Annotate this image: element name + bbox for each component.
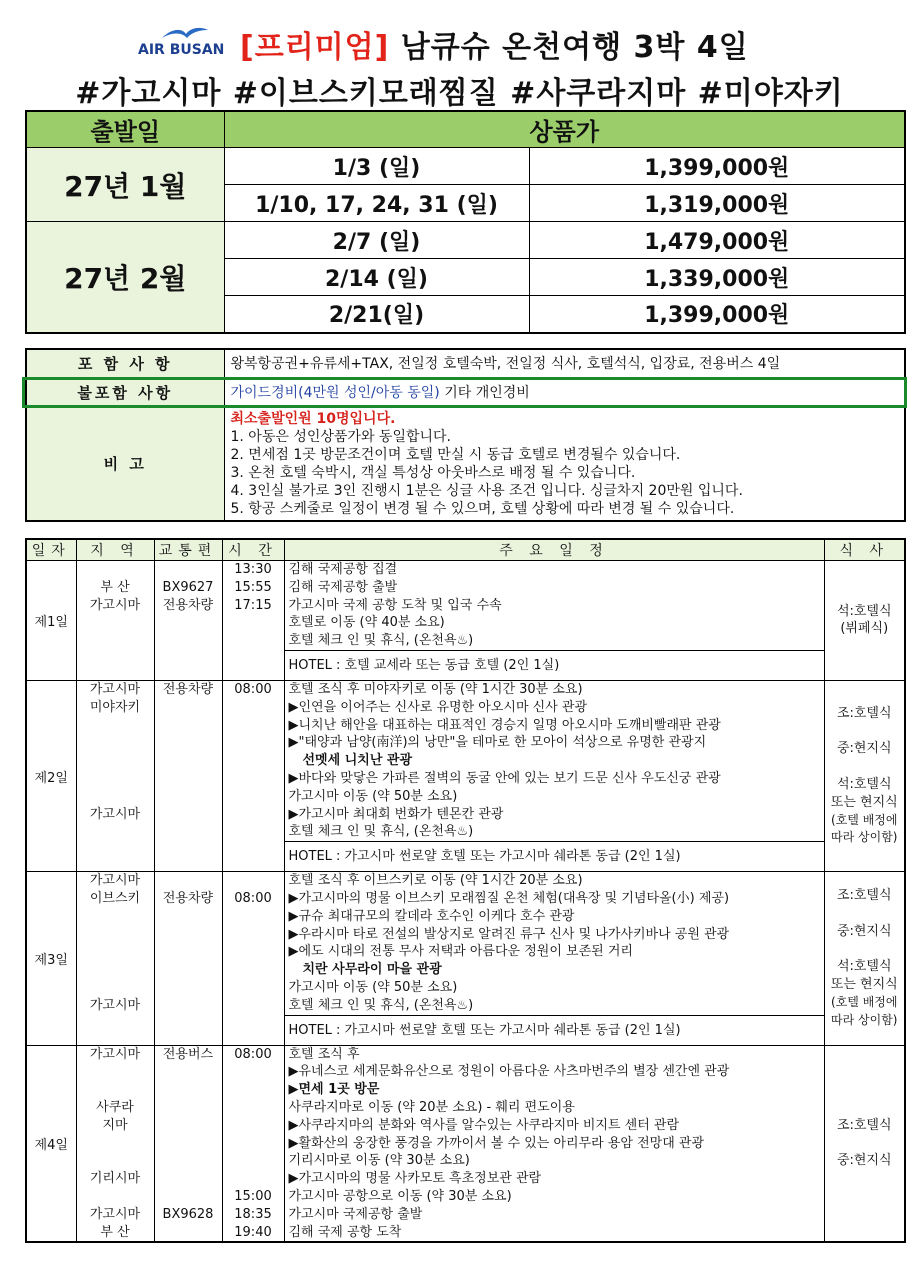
header-time: 시 간 (222, 539, 284, 561)
transport-cell (154, 680, 222, 871)
itinerary-cell (284, 561, 824, 681)
time-line (223, 1063, 284, 1081)
itinerary-line: ▶니치난 해안을 대표하는 대표적인 경승지 일명 아오시마 도깨비빨래판 관광 (288, 717, 721, 733)
hotel-line: HOTEL : 호텔 교세라 또는 동급 호텔 (2인 1실) (285, 650, 824, 680)
itinerary-line: ▶우라시마 타로 전설의 발상지로 알려진 류구 신사 및 나가사키바나 공원 관광 (288, 926, 730, 942)
meal-line: 석:호텔식 (836, 777, 892, 793)
day-row (26, 872, 905, 1045)
region-line: 지마 (102, 1117, 128, 1133)
meal-line: 중:현지식 (836, 1153, 892, 1169)
meal-line: 조:호텔식 (836, 1117, 892, 1133)
time-line: 08:00 (234, 681, 272, 697)
header-day: 일자 (26, 539, 76, 561)
time-line: 15:55 (234, 579, 272, 595)
itinerary-line: ▶면세 1곳 방문 (288, 1082, 380, 1098)
transport-line (155, 1099, 222, 1117)
transport-line (155, 1063, 222, 1081)
schedule-table (25, 538, 906, 1243)
itinerary-line: 가고시마 이동 (약 50분 소요) (288, 979, 458, 995)
itinerary-line: 선멧세 니치난 관광 (302, 753, 413, 769)
itinerary-cell (284, 680, 824, 871)
meal-cell (824, 680, 905, 871)
itinerary-line: 치란 사무라이 마을 관광 (302, 962, 442, 978)
itinerary-line: 사쿠라지마로 이동 (약 20분 소요) - 훼리 편도이용 (288, 1099, 575, 1115)
time-line (223, 1117, 284, 1135)
time-line (223, 1099, 284, 1117)
excluded-text (224, 377, 905, 407)
itinerary-line: ▶바다와 맞닿은 가파른 절벽의 동굴 안에 있는 보기 드문 신사 우도신궁 관광 (288, 770, 721, 786)
itinerary-line: 가고시마 이동 (약 50분 소요) (288, 788, 458, 804)
date-cell: 2/21(일) (224, 296, 529, 333)
region-cell (76, 561, 154, 681)
transport-line: BX9628 (162, 1206, 214, 1222)
itinerary-line: 호텔 조식 후 미야자키로 이동 (약 1시간 30분 소요) (288, 681, 583, 697)
meal-line: 조:호텔식 (836, 888, 892, 904)
header-region: 지 역 (76, 539, 154, 561)
itinerary-line: 가고시마 국제공항 출발 (288, 1206, 423, 1222)
excluded-guide-fee: 가이드경비(4만원 성인/아동 동일) (230, 385, 440, 401)
day-label: 제1일 (26, 561, 76, 681)
meal-cell (824, 872, 905, 1045)
region-cell (76, 680, 154, 871)
price-cell: 1,399,000원 (529, 296, 905, 333)
itinerary-line: 호텔 체크 인 및 휴식, (온천욕♨) (288, 633, 474, 649)
transport-line: BX9627 (162, 579, 214, 595)
meal-line (825, 758, 905, 776)
meal-line (825, 905, 905, 923)
remark-line: 3. 온천 호텔 숙박시, 객실 특성상 아웃바스로 배정 될 수 있습니다. (230, 464, 636, 481)
air-busan-logo (138, 26, 225, 68)
itinerary-line: ▶가고시마의 명물 이브스키 모래찜질 온천 체험(대욕장 및 기념타올(小) 제공) (288, 890, 730, 906)
region-line: 부 산 (100, 579, 130, 595)
date-cell: 1/10, 17, 24, 31 (일) (224, 185, 529, 222)
itinerary-line: ▶"태양과 남양(南洋)의 낭만"을 테마로 한 모아이 석상으로 유명한 관광지 (288, 735, 707, 751)
excluded-label: 불포함 사항 (26, 377, 224, 407)
meal-line: 석:호텔식 (836, 959, 892, 975)
meal-line: 조:호텔식 (836, 705, 892, 721)
day-label: 제4일 (26, 1045, 76, 1242)
day-row (26, 1045, 905, 1242)
transport-line (155, 872, 222, 890)
transport-line (155, 1188, 222, 1206)
time-line: 18:35 (234, 1206, 272, 1222)
day-row (26, 561, 905, 681)
time-line: 13:30 (234, 562, 272, 577)
itinerary-line: 김해 국제공항 집결 (288, 562, 398, 577)
date-cell: 1/3 (일) (224, 148, 529, 185)
remark-line: 5. 항공 스케줄로 일정이 변경 될 수 있으며, 호텔 상황에 따라 변경 될 수 있습니다. (230, 500, 735, 517)
time-line: 17:15 (234, 597, 272, 613)
time-cell (222, 680, 284, 871)
region-line: 가고시마 (89, 873, 141, 889)
itinerary-line: 가고시마 공항으로 이동 (약 30분 소요) (288, 1188, 512, 1204)
header (0, 18, 919, 111)
meal-line: (호텔 배정에 (831, 994, 898, 1009)
region-line: 미야자키 (89, 699, 141, 715)
itinerary-cell (284, 872, 824, 1045)
header-meal: 식 사 (824, 539, 905, 561)
transport-line: 전용차량 (162, 681, 214, 697)
meal-line: 석:호텔식 (836, 603, 892, 619)
meal-line: 또는 현지식 (830, 977, 898, 993)
time-line: 19:40 (234, 1224, 272, 1240)
itinerary-line: ▶사쿠라지마의 분화와 역사를 알수있는 사쿠라지마 비지트 센터 관람 (288, 1117, 680, 1133)
region-line (77, 770, 154, 788)
min-participants: 최소출발인원 10명입니다. (230, 410, 396, 427)
date-cell: 2/14 (일) (224, 259, 529, 296)
transport-line (155, 1170, 222, 1188)
meal-line: (뷔페식) (840, 621, 889, 637)
remark-line: 2. 면세점 1곳 방문조건이며 호텔 만실 시 동급 호텔로 변경될수 있습니다. (230, 446, 681, 463)
date-cell: 2/7 (일) (224, 222, 529, 259)
itinerary-line: ▶가고시마 최대회 번화가 텐몬칸 관광 (288, 806, 504, 822)
page-title (240, 22, 749, 66)
transport-cell (154, 561, 222, 681)
itinerary-line: 호텔 체크 인 및 휴식, (온천욕♨) (288, 824, 474, 840)
region-line (77, 734, 154, 752)
meal-line: 또는 현지식 (830, 794, 898, 810)
meal-line (825, 1135, 905, 1153)
hashtags: #가고시마 #이브스키모래찜질 #사쿠라지마 #미야자키 (75, 76, 844, 111)
price-table (25, 110, 906, 334)
logo-text: AIR BUSAN (138, 42, 225, 58)
region-line (77, 1063, 154, 1081)
meal-line: 따라 상이함) (831, 1012, 898, 1027)
time-line (223, 1170, 284, 1188)
time-line (223, 1081, 284, 1099)
itinerary-line: 기리시마로 이동 (약 30분 소요) (288, 1153, 470, 1169)
time-cell (222, 561, 284, 681)
region-line (77, 1081, 154, 1099)
region-line (77, 1188, 154, 1206)
time-line (223, 872, 284, 890)
header-transport: 교통편 (154, 539, 222, 561)
transport-line: 전용버스 (162, 1046, 214, 1062)
itinerary-line: ▶유네스코 세계문화유산으로 정원이 아름다운 사츠마번주의 별장 센간엔 관광 (288, 1064, 730, 1080)
region-line (77, 1152, 154, 1170)
transport-line (155, 1117, 222, 1135)
remarks-label: 비 고 (26, 407, 224, 521)
transport-line: 전용차량 (162, 597, 214, 613)
time-line (223, 1152, 284, 1170)
meal-cell (824, 561, 905, 681)
region-line: 가고시마 (89, 1046, 141, 1062)
included-label: 포 함 사 항 (26, 349, 224, 377)
title-tag: [프리미엄] (240, 30, 390, 65)
hotel-line: HOTEL : 가고시마 썬로얄 호텔 또는 가고시마 쉐라톤 동급 (2인 1실) (285, 841, 824, 871)
day-row (26, 680, 905, 871)
meal-line: 따라 상이함) (831, 830, 898, 845)
transport-line (155, 1224, 222, 1242)
transport-cell (154, 1045, 222, 1242)
itinerary-line: 김해 국제공항 출발 (288, 579, 398, 595)
meal-line: 중:현지식 (836, 923, 892, 939)
region-line (77, 961, 154, 979)
itinerary-line: ▶인연을 이어주는 신사로 유명한 아오시마 신사 관광 (288, 699, 588, 715)
time-line (223, 1135, 284, 1153)
region-line: 기리시마 (89, 1171, 141, 1187)
excluded-rest: 기타 개인경비 (439, 385, 530, 401)
itinerary-line: 호텔 조식 후 (288, 1046, 360, 1062)
time-line: 15:00 (234, 1188, 272, 1204)
header-main: 주 요 일 정 (284, 539, 824, 561)
region-line: 가고시마 (89, 1206, 141, 1222)
remark-line: 4. 3인실 불가로 3인 진행시 1분은 싱글 사용 조건 입니다. 싱글차지 20만원 입니다. (230, 482, 743, 499)
itinerary-line: ▶가고시마의 명물 사카모토 흑초정보관 관람 (288, 1171, 542, 1187)
region-line: 이브스키 (89, 890, 141, 906)
itinerary-line: ▶활화산의 웅장한 풍경을 가까이서 볼 수 있는 아리무라 용암 전망대 관광 (288, 1135, 705, 1151)
month-cell: 27년 2월 (26, 222, 224, 333)
hotel-line: HOTEL : 가고시마 썬로얄 호텔 또는 가고시마 쉐라톤 동급 (2인 1실) (285, 1015, 824, 1045)
month-cell: 27년 1월 (26, 148, 224, 222)
meal-line (825, 723, 905, 741)
price-cell: 1,319,000원 (529, 185, 905, 222)
region-line: 가고시마 (89, 597, 141, 613)
transport-cell (154, 872, 222, 1045)
price-cell: 1,339,000원 (529, 259, 905, 296)
itinerary-line: 김해 국제 공항 도착 (288, 1224, 402, 1240)
remark-line: 1. 아동은 성인상품가와 동일합니다. (230, 428, 451, 445)
transport-line (155, 1081, 222, 1099)
region-line: 가고시마 (89, 806, 141, 822)
time-line: 08:00 (234, 1046, 272, 1062)
price-cell: 1,399,000원 (529, 148, 905, 185)
itinerary-line: 호텔 체크 인 및 휴식, (온천욕♨) (288, 997, 474, 1013)
region-line: 가고시마 (89, 681, 141, 697)
time-line: 08:00 (234, 890, 272, 906)
region-line (77, 926, 154, 944)
col-price-header: 상품가 (224, 111, 905, 148)
region-line: 가고시마 (89, 997, 141, 1013)
remarks-text (224, 407, 905, 521)
meal-line (825, 941, 905, 959)
meal-line: 중:현지식 (836, 741, 892, 757)
time-cell (222, 872, 284, 1045)
day-label: 제3일 (26, 872, 76, 1045)
region-cell (76, 872, 154, 1045)
itinerary-cell (284, 1045, 824, 1242)
region-line (77, 788, 154, 806)
region-line (77, 943, 154, 961)
region-line (77, 561, 154, 579)
itinerary-line: ▶에도 시대의 전통 무사 저택과 아름다운 정원이 보존된 거리 (288, 944, 633, 960)
transport-line (155, 561, 222, 579)
info-table (25, 348, 906, 522)
region-line: 사쿠라 (96, 1099, 134, 1115)
itinerary-line: ▶규슈 최대규모의 칼데라 호수인 이케다 호수 관광 (288, 908, 575, 924)
day-label: 제2일 (26, 680, 76, 871)
price-cell: 1,479,000원 (529, 222, 905, 259)
region-line (77, 717, 154, 735)
time-cell (222, 1045, 284, 1242)
meal-line: (호텔 배정에 (831, 812, 898, 827)
region-line (77, 752, 154, 770)
title-rest: 남큐슈 온천여행 3박 4일 (400, 30, 749, 65)
region-line (77, 979, 154, 997)
region-cell (76, 1045, 154, 1242)
meal-cell (824, 1045, 905, 1242)
region-line (77, 1135, 154, 1153)
itinerary-line: 호텔로 이동 (약 40분 소요) (288, 615, 445, 631)
bird-logo-icon (160, 26, 210, 40)
transport-line (155, 1152, 222, 1170)
transport-line: 전용차량 (162, 890, 214, 906)
transport-line (155, 1135, 222, 1153)
itinerary-line: 가고시마 국제 공항 도착 및 입국 수속 (288, 597, 502, 613)
region-line: 부 산 (100, 1224, 130, 1240)
region-line (77, 908, 154, 926)
itinerary-line: 호텔 조식 후 이브스키로 이동 (약 1시간 20분 소요) (288, 873, 583, 889)
col-departure-header: 출발일 (26, 111, 224, 148)
included-text: 왕복항공권+유류세+TAX, 전일정 호텔숙박, 전일정 식사, 호텔석식, 입장료, 전용버스 4일 (224, 349, 905, 377)
